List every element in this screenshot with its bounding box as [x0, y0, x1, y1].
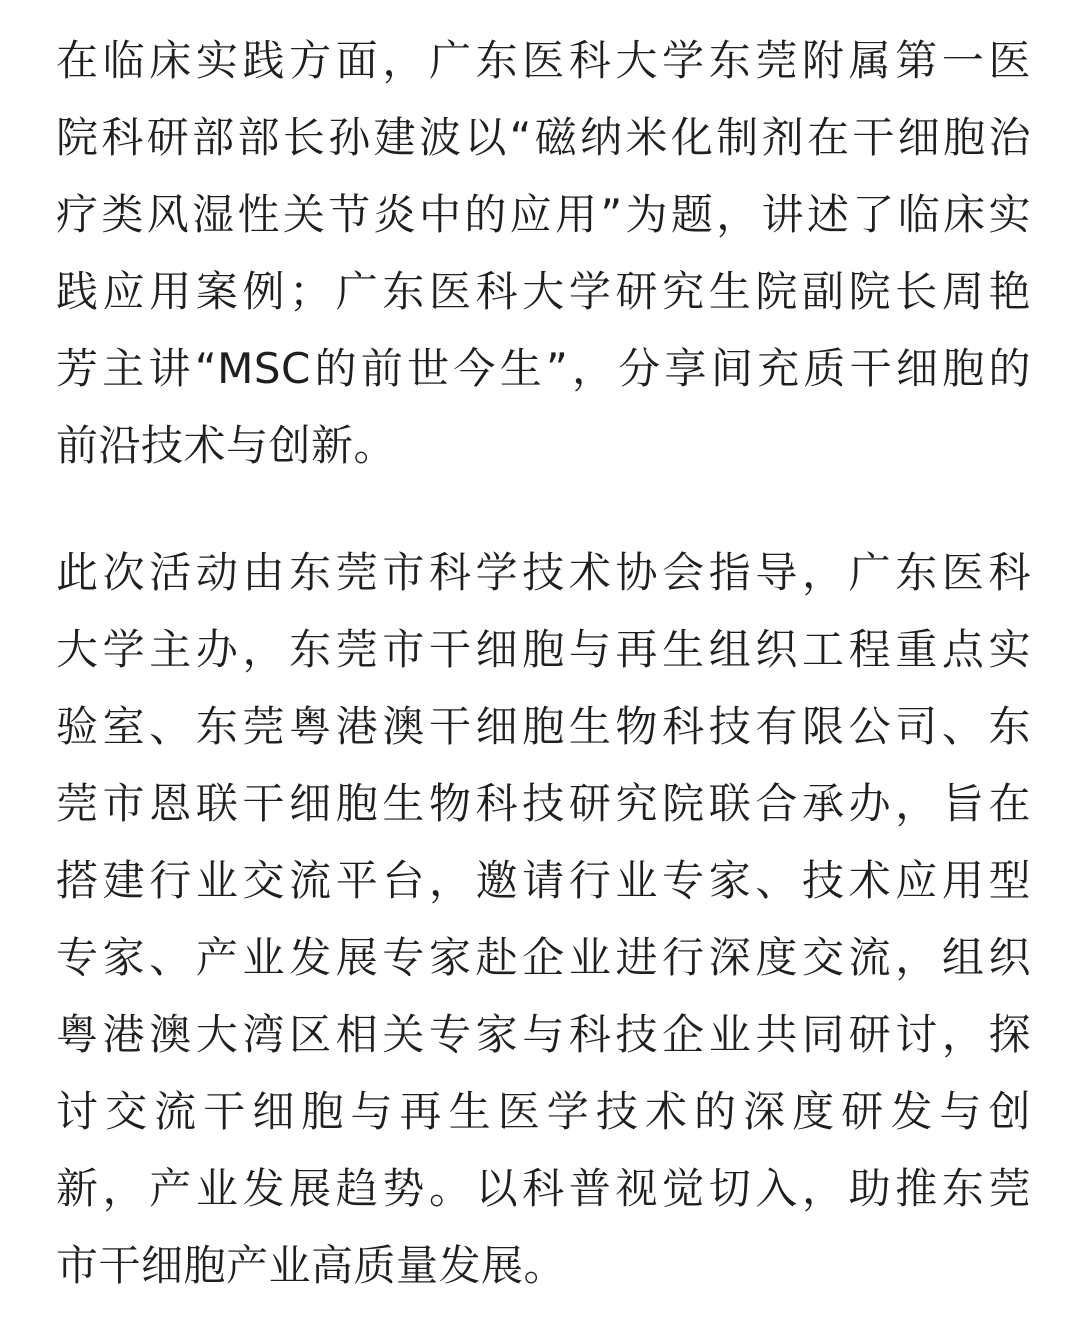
text-line: 践应用案例；广东医科大学研究生院副院长周艳 [56, 267, 1031, 316]
text-line: 验室、东莞粤港澳干细胞生物科技有限公司、东 [56, 702, 1031, 751]
article-body [56, 22, 1031, 1304]
text-line: 新，产业发展趋势。以科普视觉切入，助推东莞 [56, 1164, 1031, 1213]
paragraph-clinical-practice [56, 22, 1031, 484]
text-line: 莞市恩联干细胞生物科技研究院联合承办，旨在 [56, 779, 1031, 828]
text-line: 在临床实践方面，广东医科大学东莞附属第一医 [56, 36, 1031, 85]
text-line: 讨交流干细胞与再生医学技术的深度研发与创 [56, 1087, 1031, 1136]
text-line: 市干细胞产业高质量发展。 [56, 1241, 567, 1290]
text-line: 粤港澳大湾区相关专家与科技企业共同研讨，探 [56, 1010, 1031, 1059]
text-line: 搭建行业交流平台，邀请行业专家、技术应用型 [56, 856, 1031, 905]
text-line: 芳主讲“MSC的前世今生”，分享间充质干细胞的 [56, 344, 1031, 393]
text-line: 院科研部部长孙建波以“磁纳米化制剂在干细胞治 [56, 113, 1031, 162]
text-line: 专家、产业发展专家赴企业进行深度交流，组织 [56, 933, 1031, 982]
text-line: 前沿技术与创新。 [56, 421, 397, 470]
paragraph-event-organizers [56, 534, 1031, 1304]
text-line: 疗类风湿性关节炎中的应用”为题，讲述了临床实 [56, 190, 1031, 239]
text-line: 大学主办，东莞市干细胞与再生组织工程重点实 [56, 625, 1031, 674]
text-line: 此次活动由东莞市科学技术协会指导，广东医科 [56, 548, 1031, 597]
